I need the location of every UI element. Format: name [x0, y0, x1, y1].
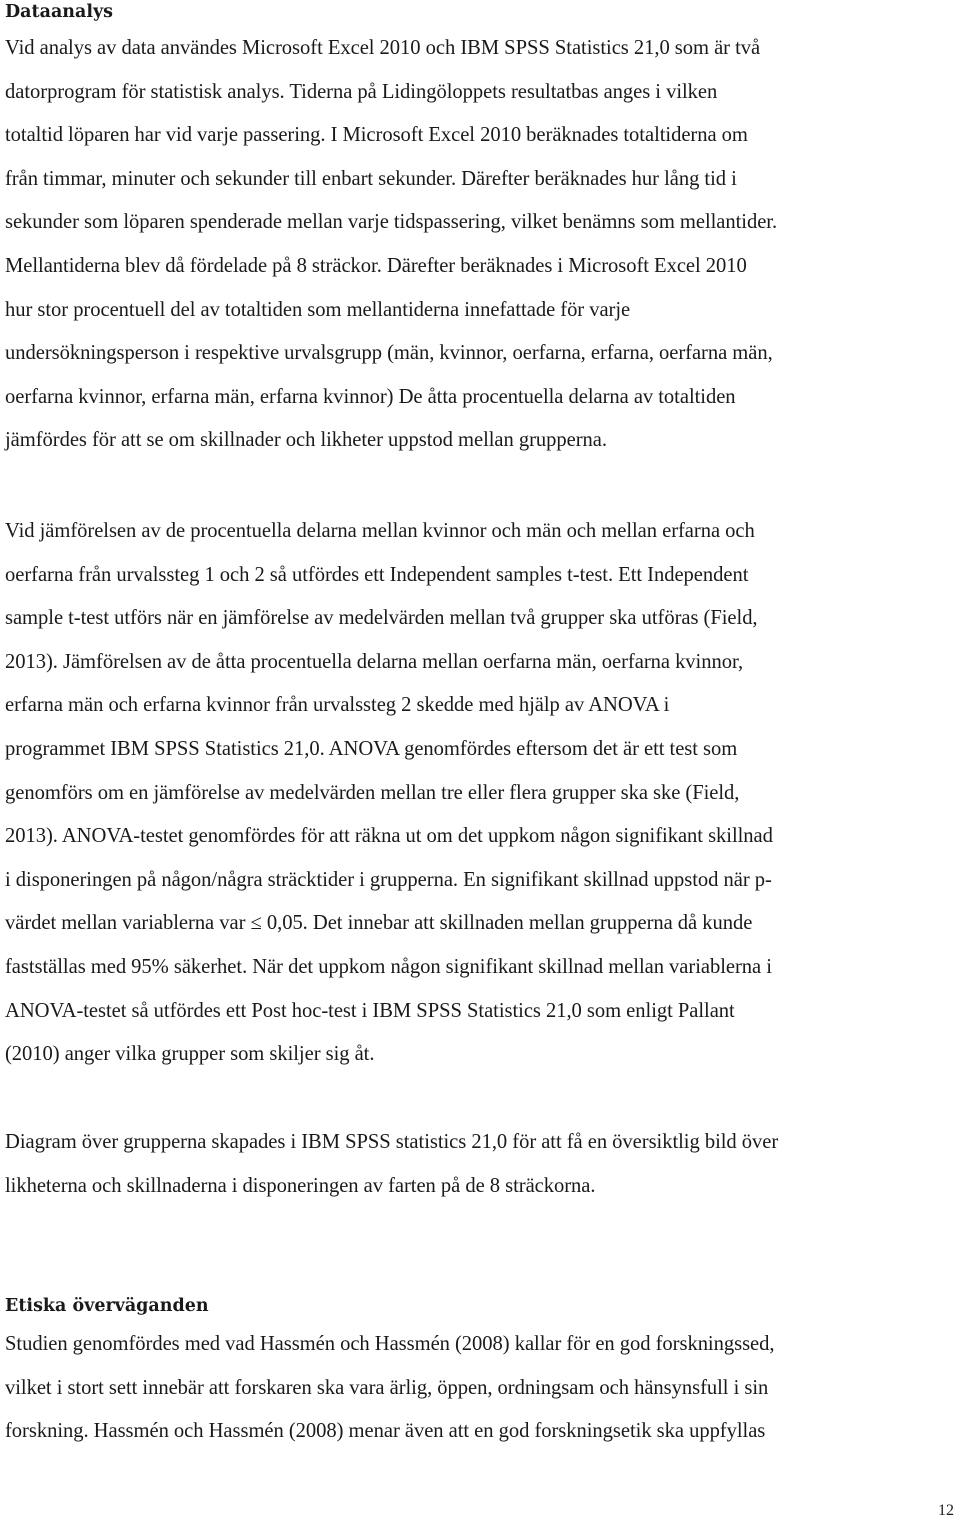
text-line: totaltid löparen har vid varje passering. I Microsoft Excel 2010 beräknades totaltiderna om: [5, 124, 748, 147]
text-line: Vid jämförelsen av de procentuella delarna mellan kvinnor och män och mellan erfarna och: [5, 520, 755, 542]
text-line: värdet mellan variablerna var ≤ 0,05. Det innebar att skillnaden mellan grupperna då kunde: [5, 912, 753, 935]
text-line: fastställas med 95% säkerhet. När det uppkom någon signifikant skillnad mellan variablerna i: [5, 955, 772, 978]
paragraph-diagrams: [5, 1121, 955, 1208]
text-line: (2010) anger vilka grupper som skiljer sig åt.: [5, 1043, 375, 1066]
text-line: oerfarna kvinnor, erfarna män, erfarna kvinnor) De åtta procentuella delarna av totaltiden: [5, 385, 736, 408]
text-line: programmet IBM SPSS Statistics 21,0. ANOVA genomfördes eftersom det är ett test som: [5, 737, 738, 760]
page-number: 12: [938, 1502, 954, 1519]
text-line: från timmar, minuter och sekunder till enbart sekunder. Därefter beräknades hur lång tid i: [5, 167, 737, 190]
text-line: jämfördes för att se om skillnader och likheter uppstod mellan grupperna.: [5, 429, 607, 452]
text-line: ANOVA-testet så utfördes ett Post hoc-test i IBM SPSS Statistics 21,0 som enligt Pallant: [5, 999, 735, 1022]
text-line: oerfarna från urvalssteg 1 och 2 så utfördes ett Independent samples t-test. Ett Independent: [5, 563, 749, 586]
text-line: genomförs om en jämförelse av medelvärden mellan tre eller flera grupper ska ske (Field,: [5, 781, 740, 804]
paragraph-data-analysis-methods: [5, 27, 955, 463]
text-line: sample t-test utförs när en jämförelse av medelvärden mellan två grupper ska utföras (Field,: [5, 607, 758, 630]
text-line: datorprogram för statistisk analys. Tiderna på Lidingöloppets resultatbas anges i vilken: [5, 80, 718, 103]
text-line: erfarna män och erfarna kvinnor från urvalssteg 2 skedde med hjälp av ANOVA i: [5, 694, 670, 717]
section-heading-dataanalys: Dataanalys: [5, 2, 114, 22]
text-line: 2013). ANOVA-testet genomfördes för att räkna ut om det uppkom någon signifikant skillnad: [5, 825, 773, 848]
text-line: Studien genomfördes med vad Hassmén och Hassmén (2008) kallar för en god forskningssed,: [5, 1333, 775, 1355]
text-line: vilket i stort sett innebär att forskaren ska vara ärlig, öppen, ordningsam och hänsynsfull i sin: [5, 1376, 769, 1399]
text-line: Vid analys av data användes Microsoft Excel 2010 och IBM SPSS Statistics 21,0 som är två: [5, 37, 761, 59]
text-line: Mellantiderna blev då fördelade på 8 sträckor. Därefter beräknades i Microsoft Excel 2010: [5, 254, 747, 277]
text-line: sekunder som löparen spenderade mellan varje tidspassering, vilket benämns som mellantider.: [5, 211, 778, 234]
text-line: undersökningsperson i respektive urvalsgrupp (män, kvinnor, oerfarna, erfarna, oerfarna män,: [5, 342, 773, 365]
text-line: Diagram över grupperna skapades i IBM SPSS statistics 21,0 för att få en översiktlig bild över: [5, 1131, 779, 1153]
paragraph-research-ethics: [5, 1323, 955, 1454]
text-line: hur stor procentuell del av totaltiden som mellantiderna innefattade för varje: [5, 298, 631, 321]
text-line: likheterna och skillnaderna i disponeringen av farten på de 8 sträckorna.: [5, 1174, 596, 1197]
section-heading-etiska-overvaganden: Etiska överväganden: [5, 1296, 209, 1316]
text-line: forskning. Hassmén och Hassmén (2008) menar även att en god forskningsetik ska uppfyllas: [5, 1420, 766, 1443]
paragraph-statistical-tests: [5, 510, 955, 1077]
text-line: 2013). Jämförelsen av de åtta procentuella delarna mellan oerfarna män, oerfarna kvinnor,: [5, 650, 744, 673]
text-line: i disponeringen på någon/några sträcktider i grupperna. En signifikant skillnad uppstod när p-: [5, 868, 772, 891]
